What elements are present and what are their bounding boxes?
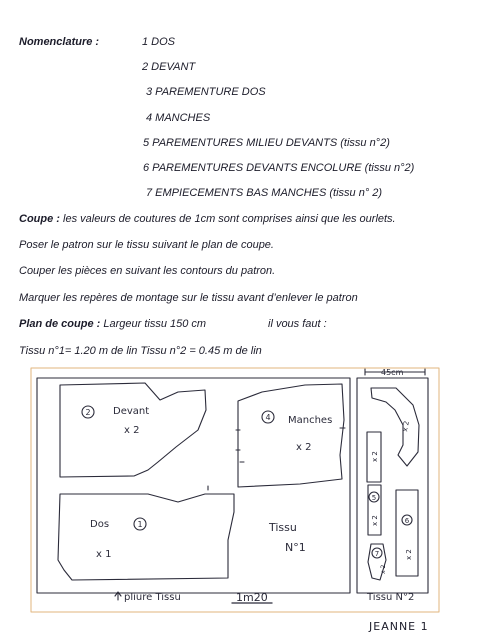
piece-number-6: 6 (404, 517, 410, 525)
devant-qty: x 2 (124, 425, 140, 436)
instruction-2: Couper les pièces en suivant les contours du patron. (19, 265, 276, 277)
small-piece-b-qty: x 2 (371, 515, 379, 526)
instruction-1: Poser le patron sur le tissu suivant le plan de coupe. (19, 239, 274, 251)
fold-label: pliure Tissu (124, 592, 181, 603)
manches-piece (238, 384, 344, 487)
length-label: 1m20 (236, 591, 268, 604)
small-piece-a-qty: x 2 (371, 451, 379, 462)
nomenclature-item-4: 4 MANCHES (146, 112, 211, 124)
nomenclature-item-3: 3 PAREMENTURE DOS (146, 86, 266, 98)
dos-qty: x 1 (96, 549, 112, 560)
dos-label: Dos (90, 519, 110, 530)
nomenclature-item-1: 1 DOS (142, 36, 176, 48)
manches-label: Manches (288, 415, 333, 426)
coupe-label: Coupe : (19, 213, 60, 225)
tissu1-number: N°1 (285, 541, 306, 554)
nomenclature-item-7: 7 EMPIECEMENTS BAS MANCHES (tissu n° 2) (146, 187, 383, 199)
sheet-border (31, 368, 439, 612)
parementure-devant-piece (396, 490, 418, 576)
piece-number-7: 7 (374, 550, 380, 558)
nomenclature-label: Nomenclature : (19, 36, 100, 48)
dos-piece (58, 494, 234, 580)
plan-largeur: Largeur tissu 150 cm (100, 318, 207, 330)
piece-number-5: 5 (371, 494, 377, 502)
coupe-text: les valeurs de coutures de 1cm sont comprises ainsi que les ourlets. (59, 213, 396, 225)
plan-label: Plan de coupe : (19, 318, 101, 330)
empiecement-qty: x 2 (380, 564, 387, 574)
tissu2-label: Tissu N°2 (367, 592, 415, 603)
dimension-45cm: 45cm (381, 368, 404, 377)
piece-number-1: 1 (137, 520, 143, 529)
encolure-qty: x 2 (401, 420, 411, 433)
tissu1-label: Tissu (269, 521, 297, 534)
devant-label: Devant (113, 406, 150, 417)
parementure-devant-qty: x 2 (405, 549, 413, 560)
instruction-3: Marquer les repères de montage sur le tissu avant d’enlever le patron (19, 292, 358, 304)
manches-qty: x 2 (296, 442, 312, 453)
footer-signature: JEANNE 1 (369, 620, 429, 633)
nomenclature-item-5: 5 PAREMENTURES MILIEU DEVANTS (tissu n°2) (143, 137, 390, 149)
nomenclature-item-6: 6 PAREMENTURES DEVANTS ENCOLURE (tissu n°2) (143, 162, 415, 174)
piece-number-4: 4 (265, 413, 271, 422)
piece-number-2: 2 (85, 408, 91, 417)
tissu-quantities: Tissu n°1= 1.20 m de lin Tissu n°2 = 0.45 m de lin (19, 345, 262, 357)
tissu1-frame (37, 378, 350, 593)
plan-il-faut: il vous faut : (268, 318, 327, 330)
nomenclature-item-2: 2 DEVANT (142, 61, 196, 73)
